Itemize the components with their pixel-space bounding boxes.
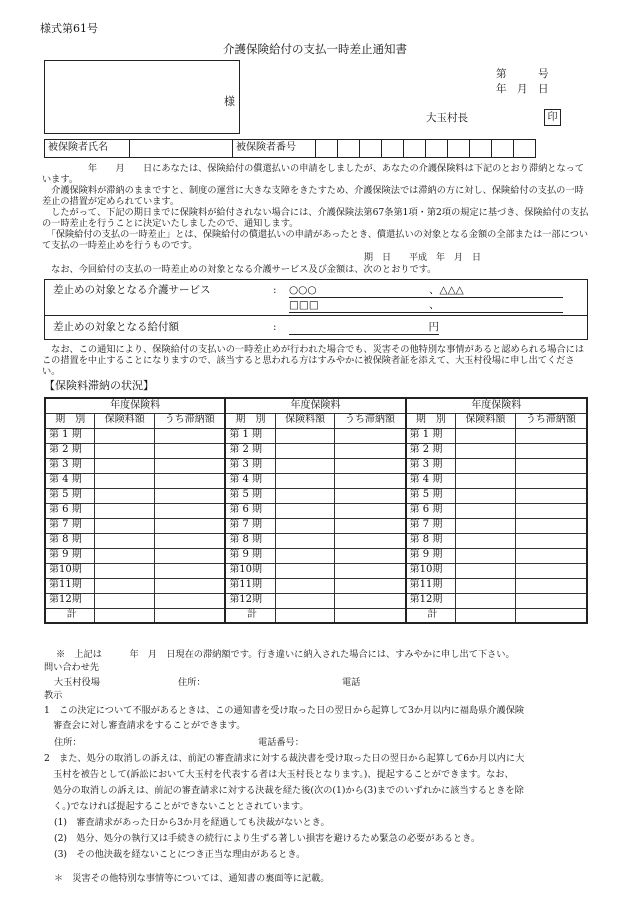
premium-amount-cell[interactable] [95, 563, 155, 578]
table-row [45, 578, 587, 593]
service-item-4[interactable]: 、 [429, 299, 563, 313]
page-title: 介護保険給付の支払一時差止通知書 [223, 42, 407, 56]
period-label: 第 9 期 [45, 548, 95, 563]
arrears-column-header: うち滞納額 [335, 413, 406, 428]
insured-number-digit[interactable] [492, 140, 514, 158]
intro-paragraph-2: 介護保険料が滞納のままですと、制度の運営に大きな支障をきたすため、介護保険法では滞納の方に対し、保険給付の支払の一時差止の措置が定められています。 [42, 185, 584, 207]
premium-amount-cell[interactable] [456, 578, 516, 593]
seal-mark: 印 [544, 109, 561, 126]
contact-office: 大玉村役場 [54, 677, 100, 688]
premium-amount-cell[interactable] [95, 593, 155, 608]
period-label: 第 2 期 [406, 443, 456, 458]
premium-amount-cell[interactable] [95, 518, 155, 533]
insured-number-digit[interactable] [404, 140, 426, 158]
arrears-amount-cell[interactable] [155, 428, 226, 443]
premium-amount-cell[interactable] [456, 488, 516, 503]
insured-number-digit[interactable] [514, 140, 536, 158]
premium-amount-cell[interactable] [456, 518, 516, 533]
period-label: 第 8 期 [225, 533, 275, 548]
premium-amount-cell[interactable] [275, 608, 335, 623]
table-row [45, 593, 587, 608]
insured-name-label: 被保険者氏名 [45, 140, 130, 158]
premium-amount-cell[interactable] [275, 518, 335, 533]
arrears-amount-cell[interactable] [515, 548, 587, 563]
premium-amount-cell[interactable] [456, 443, 516, 458]
period-label: 第 7 期 [225, 518, 275, 533]
arrears-amount-cell[interactable] [155, 473, 226, 488]
arrears-amount-cell[interactable] [515, 608, 587, 623]
form-number: 様式第61号 [40, 22, 98, 35]
arrears-amount-cell[interactable] [335, 473, 406, 488]
period-label: 第12期 [225, 593, 275, 608]
premium-amount-cell[interactable] [456, 473, 516, 488]
period-label: 第 3 期 [45, 458, 95, 473]
period-label: 第12期 [45, 593, 95, 608]
arrears-amount-cell[interactable] [155, 458, 226, 473]
premium-amount-cell[interactable] [275, 428, 335, 443]
premium-amount-cell[interactable] [275, 533, 335, 548]
premium-amount-cell[interactable] [456, 563, 516, 578]
premium-amount-cell[interactable] [95, 548, 155, 563]
period-label: 第 6 期 [45, 503, 95, 518]
premium-amount-cell[interactable] [95, 608, 155, 623]
intro-paragraph-1: 年 月 日にあなたは、保険給付の償還払いの申請をしましたが、あなたの介護保険料は下記のとおり滞納となっています。 [42, 163, 585, 185]
premium-amount-cell[interactable] [275, 503, 335, 518]
period-label: 第10期 [225, 563, 275, 578]
instruction-2-item: (1) 審査請求があった日から3か月を経過しても決裁がないとき。 [54, 817, 330, 828]
premium-amount-cell[interactable] [456, 608, 516, 623]
period-label: 第10期 [45, 563, 95, 578]
period-label: 第 4 期 [45, 473, 95, 488]
insured-number-digit[interactable] [382, 140, 404, 158]
arrears-amount-cell[interactable] [515, 458, 587, 473]
table-row [45, 518, 587, 533]
amount-field[interactable]: 円 [289, 321, 439, 335]
service-item-3[interactable]: □□□ [289, 299, 429, 313]
premium-amount-cell[interactable] [275, 458, 335, 473]
period-label: 第11期 [406, 578, 456, 593]
arrears-amount-cell[interactable] [515, 518, 587, 533]
period-label: 第11期 [225, 578, 275, 593]
instruction-1-address: 住所： [54, 737, 82, 748]
arrears-column-header: うち滞納額 [515, 413, 587, 428]
period-label: 第 2 期 [45, 443, 95, 458]
period-label: 第 6 期 [406, 503, 456, 518]
box-divider [45, 315, 587, 316]
period-label: 第 3 期 [225, 458, 275, 473]
service-label: 差止めの対象となる介護サービス [53, 284, 211, 296]
table-row [45, 488, 587, 503]
period-column-header: 期 別 [225, 413, 275, 428]
period-label: 第 4 期 [225, 473, 275, 488]
arrears-amount-cell[interactable] [335, 503, 406, 518]
period-label: 第 3 期 [406, 458, 456, 473]
arrears-amount-cell[interactable] [335, 488, 406, 503]
period-label: 第 7 期 [406, 518, 456, 533]
arrears-amount-cell[interactable] [335, 563, 406, 578]
service-item-1[interactable]: ○○○ [289, 284, 429, 298]
premium-amount-cell[interactable] [275, 488, 335, 503]
arrears-amount-cell[interactable] [155, 548, 226, 563]
arrears-column-header: うち滞納額 [155, 413, 226, 428]
period-label: 第 1 期 [45, 428, 95, 443]
total-label: 計 [45, 608, 95, 623]
table-row [45, 533, 587, 548]
arrears-amount-cell[interactable] [515, 593, 587, 608]
table-row [45, 548, 587, 563]
insured-number-digit[interactable] [470, 140, 492, 158]
contact-heading: 問い合わせ先 [44, 662, 100, 673]
instruction-2-line: 2 また、処分の取消しの訴えは、前記の審査請求に対する裁決書を受け取った日の翌日から起算して6か月以内に大 [44, 753, 525, 764]
arrears-amount-cell[interactable] [155, 518, 226, 533]
insured-info-row [44, 139, 536, 158]
year-header: 年度保険料 [406, 398, 587, 413]
period-label: 第11期 [45, 578, 95, 593]
intro-paragraph-3: したがって、下記の期日までに保険料が給付されない場合には、介護保険法第67条第1項・第2項の規定に基づき、保険給付の支払の一時差止を行うことに決定いたしましたので、通知します。 [42, 207, 589, 229]
premium-amount-cell[interactable] [456, 593, 516, 608]
premium-amount-cell[interactable] [456, 428, 516, 443]
insured-number-digit[interactable] [360, 140, 382, 158]
table-row [45, 473, 587, 488]
premium-arrears-table [44, 397, 588, 624]
total-label: 計 [225, 608, 275, 623]
premium-amount-cell[interactable] [456, 548, 516, 563]
premium-column-header: 保険料額 [456, 413, 516, 428]
service-intro: なお、今回給付の支払の一時差止めの対象となる介護サービス及び金額は、次のとおりです。 [42, 264, 437, 275]
period-label: 第12期 [406, 593, 456, 608]
period-label: 第 4 期 [406, 473, 456, 488]
period-column-header: 期 別 [45, 413, 95, 428]
arrears-amount-cell[interactable] [335, 548, 406, 563]
period-label: 第 2 期 [225, 443, 275, 458]
insured-number-digit[interactable] [426, 140, 448, 158]
period-label: 第 9 期 [406, 548, 456, 563]
insured-number-digit[interactable] [448, 140, 470, 158]
period-label: 第 8 期 [45, 533, 95, 548]
table-row [45, 563, 587, 578]
contact-address-label: 住所： [178, 677, 206, 688]
arrears-amount-cell[interactable] [515, 488, 587, 503]
total-label: 計 [406, 608, 456, 623]
premium-amount-cell[interactable] [456, 533, 516, 548]
premium-amount-cell[interactable] [95, 578, 155, 593]
arrears-amount-cell[interactable] [155, 608, 226, 623]
period-label: 第 1 期 [225, 428, 275, 443]
arrears-amount-cell[interactable] [155, 593, 226, 608]
arrears-amount-cell[interactable] [335, 578, 406, 593]
premium-amount-cell[interactable] [95, 533, 155, 548]
instruction-1-line: 審査会に対し審査請求をすることができます。 [44, 720, 246, 731]
premium-amount-cell[interactable] [95, 488, 155, 503]
period-label: 第10期 [406, 563, 456, 578]
premium-amount-cell[interactable] [275, 443, 335, 458]
instruction-1-phone: 電話番号： [258, 737, 304, 748]
total-row [45, 608, 587, 623]
document-number: 第 号 [496, 68, 549, 80]
instruction-heading: 教示 [44, 690, 63, 701]
premium-amount-cell[interactable] [95, 503, 155, 518]
arrears-amount-cell[interactable] [155, 533, 226, 548]
table-row [45, 458, 587, 473]
period-label: 第 5 期 [225, 488, 275, 503]
period-label: 第 6 期 [225, 503, 275, 518]
insured-number-digit[interactable] [338, 140, 360, 158]
period-label: 第 5 期 [45, 488, 95, 503]
premium-column-header: 保険料額 [95, 413, 155, 428]
arrears-amount-cell[interactable] [335, 443, 406, 458]
period-label: 第 9 期 [225, 548, 275, 563]
arrears-amount-cell[interactable] [515, 563, 587, 578]
period-label: 第 7 期 [45, 518, 95, 533]
arrears-amount-cell[interactable] [515, 578, 587, 593]
service-item-2[interactable]: 、△△△ [429, 284, 563, 298]
premium-section-title: 【保険料滞納の状況】 [44, 379, 154, 392]
contact-phone-label: 電話 [342, 677, 361, 688]
premium-amount-cell[interactable] [95, 443, 155, 458]
final-note: ＊ 災害その他特別な事情等については、通知書の裏面等に記載。 [54, 873, 330, 884]
arrears-amount-cell[interactable] [155, 443, 226, 458]
deadline-label: 期 日 平成 年 月 日 [364, 253, 482, 263]
period-label: 第 1 期 [406, 428, 456, 443]
insured-number-digit[interactable] [316, 140, 338, 158]
premium-amount-cell[interactable] [95, 428, 155, 443]
arrears-amount-cell[interactable] [335, 533, 406, 548]
intro-paragraph-4: 「保険給付の支払の一時差止」とは、保険給付の償還払いの申請があったとき、償還払いの対象となる金額の全部または一部について支払の一時差止めを行うものです。 [42, 229, 589, 251]
premium-amount-cell[interactable] [456, 503, 516, 518]
arrears-amount-cell[interactable] [515, 473, 587, 488]
arrears-amount-cell[interactable] [335, 428, 406, 443]
arrears-amount-cell[interactable] [515, 443, 587, 458]
year-header: 年度保険料 [225, 398, 405, 413]
arrears-amount-cell[interactable] [155, 578, 226, 593]
premium-amount-cell[interactable] [275, 548, 335, 563]
addressee-suffix: 様 [224, 95, 235, 108]
arrears-amount-cell[interactable] [335, 608, 406, 623]
arrears-amount-cell[interactable] [515, 533, 587, 548]
arrears-amount-cell[interactable] [155, 503, 226, 518]
arrears-amount-cell[interactable] [515, 503, 587, 518]
instruction-2-line: く。)でなければ提起することができないこととされています。 [44, 801, 309, 812]
table-row [45, 503, 587, 518]
instruction-2-item: (3) その他決裁を経ないことにつき正当な理由があるとき。 [54, 849, 306, 860]
period-label: 第 8 期 [406, 533, 456, 548]
arrears-amount-cell[interactable] [155, 488, 226, 503]
arrears-amount-cell[interactable] [335, 593, 406, 608]
period-column-header: 期 別 [406, 413, 456, 428]
instruction-2-line: 処分の取消しの訴えは、前記の審査請求に対する決裁を経た後(次の(1)から(3)までのいずれかに該当するときを除 [44, 785, 524, 796]
premium-amount-cell[interactable] [275, 473, 335, 488]
arrears-amount-cell[interactable] [335, 458, 406, 473]
premium-amount-cell[interactable] [95, 473, 155, 488]
notice-paragraph: なお、この通知により、保険給付の支払いの一時差止めが行われた場合でも、災害その他特別な事情があると認められる場合にはこの措置を中止することになりますので、該当すると思われる方はすみやかに被保険者証を添えて、大玉村役場に申し出てください。 [42, 344, 585, 377]
insured-number-label: 被保険者番号 [233, 140, 316, 158]
addressee-box[interactable] [44, 60, 240, 134]
arrears-amount-cell[interactable] [155, 563, 226, 578]
instruction-2-item: (2) 処分、処分の執行又は手続きの続行により生ずる著しい損害を避けるため緊急の必要があるとき。 [54, 833, 481, 844]
insured-name-field[interactable] [130, 140, 233, 158]
premium-amount-cell[interactable] [275, 578, 335, 593]
document-date: 年 月 日 [496, 83, 549, 95]
table-row [45, 428, 587, 443]
year-header: 年度保険料 [45, 398, 225, 413]
premium-amount-cell[interactable] [456, 458, 516, 473]
premium-amount-cell[interactable] [275, 593, 335, 608]
period-label: 第 5 期 [406, 488, 456, 503]
arrears-amount-cell[interactable] [515, 428, 587, 443]
status-footnote: ※ 上記は 年 月 日現在の滞納額です。行き違いに納入された場合には、すみやかに申し出て下さい。 [56, 649, 515, 660]
amount-colon: : [273, 321, 277, 333]
issuer-name: 大玉村長 [426, 112, 468, 124]
premium-amount-cell[interactable] [275, 563, 335, 578]
service-colon: : [273, 284, 277, 296]
premium-amount-cell[interactable] [95, 458, 155, 473]
arrears-amount-cell[interactable] [335, 518, 406, 533]
premium-column-header: 保険料額 [275, 413, 335, 428]
amount-label: 差止めの対象となる給付額 [53, 321, 179, 333]
instruction-1-line: 1 この決定について不服があるときは、この通知書を受け取った日の翌日から起算して3か月以内に福島県介護保険 [44, 705, 525, 716]
instruction-2-line: 玉村を被告として(訴訟において大玉村を代表する者は大玉村長となります。)、提起することができます。なお、 [44, 769, 514, 780]
suspension-target-box [44, 279, 588, 340]
table-row [45, 443, 587, 458]
